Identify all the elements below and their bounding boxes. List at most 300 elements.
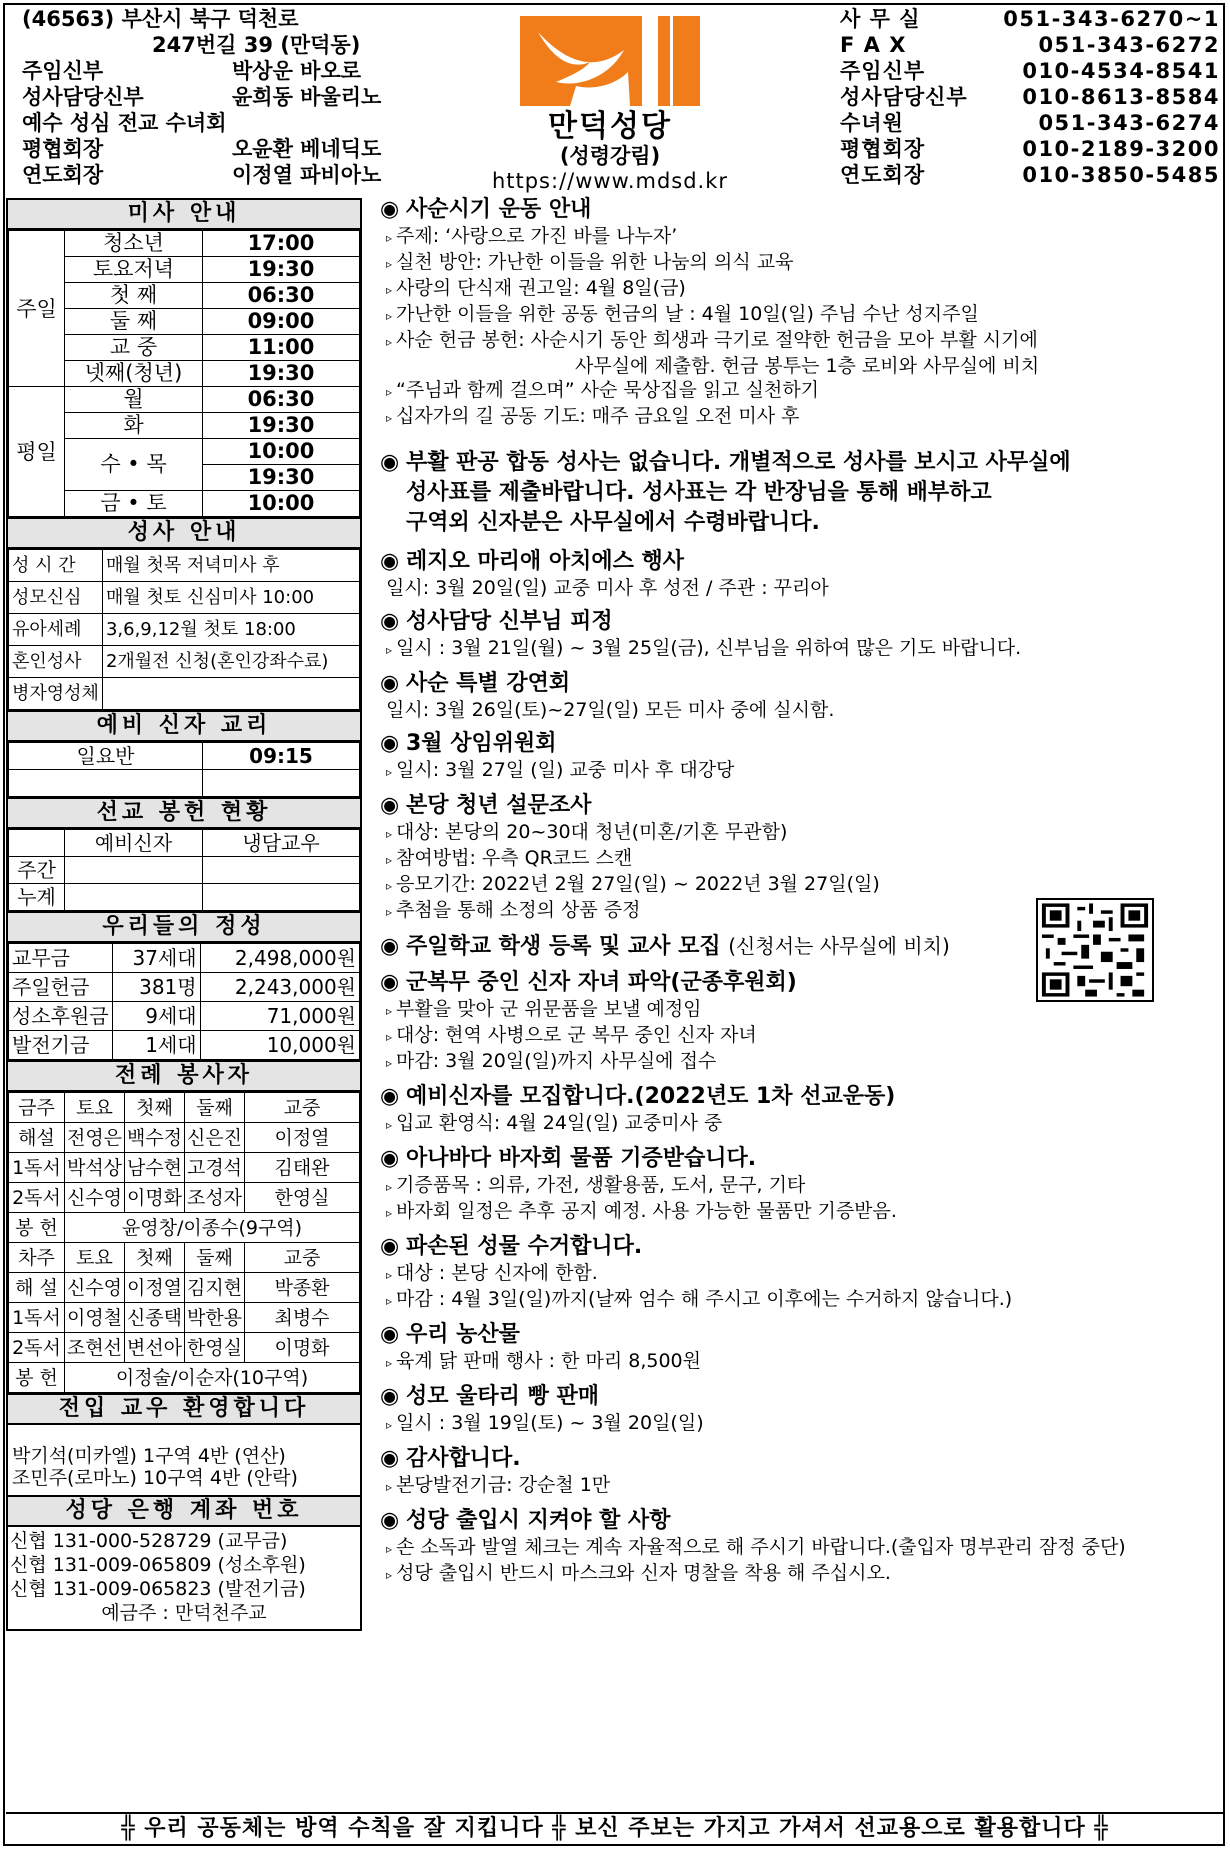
sacrament-key: 병자영성체 — [9, 678, 103, 710]
notice-title-text: 3월 상임위원회 — [406, 731, 557, 756]
servers-cell: 신수영 — [65, 1273, 125, 1303]
notice-title — [380, 548, 1220, 576]
notice-item — [380, 730, 1220, 784]
notice-line — [380, 328, 1220, 354]
header-left-row — [22, 32, 452, 58]
offertory-names: 윤영창/이종수(9구역) — [65, 1213, 360, 1243]
triangle-bullet-icon: ▹ — [386, 1294, 393, 1308]
notice-line — [380, 1199, 1220, 1225]
servers-row — [9, 1333, 360, 1363]
servers-title: 전례 봉사자 — [8, 1062, 360, 1092]
servers-cell: 이정열 — [245, 1123, 360, 1153]
parish-logo-icon — [520, 16, 700, 106]
servers-cell: 이명화 — [245, 1333, 360, 1363]
notice-line-text: 응모기간: 2022년 2월 27일(일) ~ 2022년 3월 27일(일) — [396, 873, 880, 895]
notice-big-line: 구역외 신자분은 사무실에서 수령바랍니다. — [406, 510, 820, 535]
triangle-bullet-icon: ▹ — [386, 257, 393, 271]
notice-line-text: 참여방법: 우측 QR코드 스캔 — [396, 847, 633, 869]
notice-line: 일시: 3월 20일(일) 교중 미사 후 성전 / 주관 : 꾸리아 — [386, 577, 829, 599]
notice-line — [380, 404, 1220, 430]
header-left-row — [22, 6, 452, 32]
contact-phone: 010-4534-8541 — [1022, 59, 1220, 83]
servers-head-cell: 둘째 — [185, 1243, 245, 1273]
sacrament-section — [6, 517, 362, 710]
mass-table — [8, 230, 360, 517]
servers-cell: 신수영 — [65, 1183, 125, 1213]
offertory-names: 이정술/이순자(10구역) — [65, 1363, 360, 1393]
notice-line — [380, 636, 1220, 662]
notice-line-text: 육계 닭 판매 행사 : 한 마리 8,500원 — [396, 1350, 701, 1372]
bullet-icon: ◉ — [380, 1084, 400, 1109]
contact-label: 성사담당신부 — [840, 85, 968, 109]
servers-cell: 이영철 — [65, 1303, 125, 1333]
mass-time: 19:30 — [203, 361, 360, 387]
servers-row — [9, 1153, 360, 1183]
mass-time: 17:00 — [203, 231, 360, 257]
notices-column — [380, 196, 1220, 1595]
servers-row — [9, 1273, 360, 1303]
notice-line-text: 가난한 이들을 위한 공동 헌금의 날 : 4월 10일(일) 주님 수난 성지주일 — [396, 303, 979, 325]
servers-head-cell: 차주 — [9, 1243, 65, 1273]
triangle-bullet-icon: ▹ — [386, 411, 393, 425]
notice-line-text: 기증품목 : 의류, 가전, 생활용품, 도서, 문구, 기타 — [396, 1174, 806, 1196]
triangle-bullet-icon: ▹ — [386, 879, 393, 893]
notice-line-text: 부활을 맞아 군 위문품을 보낼 예정임 — [396, 998, 702, 1020]
parish-name: 만덕성당 — [548, 109, 672, 144]
mass-name: 수 • 목 — [65, 439, 203, 491]
notice-title-text: 아나바다 바자회 물품 기증받습니다. — [406, 1146, 757, 1171]
bank-holder: 예금주 : 만덕천주교 — [101, 1602, 267, 1624]
offering-count: 37세대 — [112, 944, 200, 973]
header-contact-row — [840, 6, 1230, 32]
sacrament-row — [9, 582, 360, 614]
sacrament-row — [9, 678, 360, 710]
notice-title — [380, 1145, 1220, 1173]
header-left-key: 평협회장 — [22, 137, 104, 161]
servers-cell: 박한용 — [185, 1303, 245, 1333]
offering-count: 381명 — [112, 973, 200, 1002]
notice-line-text: 마감 : 4월 3일(일)까지(날짜 엄수 해 주시고 이후에는 수거하지 않습니다.) — [396, 1288, 1013, 1310]
catechumen-table — [8, 742, 360, 797]
notice-title-text: 성모 울타리 빵 판매 — [406, 1384, 599, 1409]
triangle-bullet-icon: ▹ — [386, 1206, 393, 1220]
sacrament-value: 매월 첫목 저녁미사 후 — [102, 550, 359, 582]
offering-amount: 2,498,000원 — [200, 944, 359, 973]
header-right-contacts — [840, 6, 1230, 188]
offering-section — [6, 911, 362, 1060]
servers-cell: 2독서 — [9, 1333, 65, 1363]
servers-cell: 신은진 — [185, 1123, 245, 1153]
servers-head-cell: 첫째 — [125, 1093, 185, 1123]
servers-cell: 한영실 — [185, 1333, 245, 1363]
survey-qr-code[interactable] — [1036, 898, 1154, 1002]
notice-line-text: 대상: 본당의 20~30대 청년(미혼/기혼 무관함) — [396, 821, 788, 843]
servers-offertory-row — [9, 1363, 360, 1393]
offering-amount: 10,000원 — [200, 1031, 359, 1060]
contact-label: 연도회장 — [840, 163, 926, 187]
sacrament-value: 매월 첫토 신심미사 10:00 — [102, 582, 359, 614]
mass-time: 19:30 — [203, 465, 360, 491]
servers-cell: 남수현 — [125, 1153, 185, 1183]
notice-title — [380, 1083, 1220, 1111]
offering-count: 1세대 — [112, 1031, 200, 1060]
servers-cell: 1독서 — [9, 1303, 65, 1333]
notice-line-text: 대상 : 본당 신자에 한함. — [396, 1262, 598, 1284]
notice-big-text: 부활 판공 합동 성사는 없습니다. 개별적으로 성사를 보시고 사무실에 — [406, 450, 1071, 475]
triangle-bullet-icon: ▹ — [386, 309, 393, 323]
servers-head-cell: 교중 — [245, 1243, 360, 1273]
notice-title-text: 성사담당 신부님 피정 — [406, 609, 613, 634]
offering-table — [8, 943, 360, 1060]
contact-phone: 010-8613-8584 — [1022, 85, 1220, 109]
notice-line — [380, 1411, 1220, 1437]
servers-head-cell: 금주 — [9, 1093, 65, 1123]
bullet-icon: ◉ — [380, 450, 400, 475]
header-left-info — [22, 6, 452, 188]
parish-subtitle: (성령강림) — [559, 144, 661, 168]
notice-line — [380, 1023, 1220, 1049]
notice-line — [380, 1287, 1220, 1313]
notice-title-text: 우리 농산물 — [406, 1322, 520, 1347]
sacrament-key: 혼인성사 — [9, 646, 103, 678]
header-contact-row — [840, 58, 1230, 84]
mission-row-week: 주간 — [9, 857, 65, 884]
sacrament-title: 성사 안내 — [8, 519, 360, 549]
notice-title — [380, 1383, 1220, 1411]
header-left-row — [22, 110, 452, 136]
bullet-icon: ◉ — [380, 1322, 400, 1347]
servers-cell: 전영은 — [65, 1123, 125, 1153]
notice-title-text: 레지오 마리애 아치에스 행사 — [406, 549, 685, 574]
notice-line — [380, 872, 1220, 898]
offering-title: 우리들의 정성 — [8, 913, 360, 943]
servers-head-cell: 토요 — [65, 1243, 125, 1273]
mission-section — [6, 797, 362, 911]
sacrament-row — [9, 614, 360, 646]
servers-cell: 해 설 — [9, 1273, 65, 1303]
notice-title-text: 군복무 중인 신자 자녀 파악(군종후원회) — [406, 970, 797, 995]
notice-title — [380, 1445, 1220, 1473]
header-left-key: 연도회장 — [22, 163, 104, 187]
mass-name: 둘 째 — [65, 309, 203, 335]
notice-line — [380, 1111, 1220, 1137]
header-contact-row — [840, 84, 1230, 110]
header-left-value: 박상운 바오로 — [232, 59, 362, 83]
header-contact-row — [840, 32, 1230, 58]
triangle-bullet-icon: ▹ — [386, 385, 393, 399]
welcome-section — [6, 1393, 362, 1495]
bullet-icon: ◉ — [380, 1146, 400, 1171]
triangle-bullet-icon: ▹ — [386, 905, 393, 919]
sacrament-table — [8, 549, 360, 710]
servers-cell: 해설 — [9, 1123, 65, 1153]
servers-cell: 1독서 — [9, 1153, 65, 1183]
triangle-bullet-icon: ▹ — [386, 1356, 393, 1370]
servers-head-cell: 둘째 — [185, 1093, 245, 1123]
servers-row — [9, 1123, 360, 1153]
servers-head-row — [9, 1093, 360, 1123]
notice-line-text: “주님과 함께 걸으며” 사순 묵상집을 읽고 실천하기 — [396, 379, 820, 401]
notice-title — [380, 730, 1220, 758]
notice-title — [380, 670, 1220, 698]
mass-name: 금 • 토 — [65, 491, 203, 517]
notice-big-line: 성사표를 제출바랍니다. 성사표는 각 반장님을 통해 배부하고 — [406, 480, 992, 505]
notice-item — [380, 548, 1220, 600]
notice-line — [380, 1049, 1220, 1075]
notice-big-line — [380, 448, 1220, 478]
notice-item — [380, 1445, 1220, 1499]
sacrament-row — [9, 550, 360, 582]
header-left-row — [22, 136, 452, 162]
servers-offertory-row — [9, 1213, 360, 1243]
notice-line — [380, 378, 1220, 404]
servers-cell: 박석상 — [65, 1153, 125, 1183]
catechumen-time: 09:15 — [203, 743, 360, 770]
header-left-key: 주임신부 — [22, 59, 104, 83]
notice-title — [380, 196, 1220, 224]
notice-line — [380, 1261, 1220, 1287]
notice-item — [380, 1083, 1220, 1137]
header-left-key: 성사담당신부 — [22, 85, 144, 109]
notice-line — [380, 1173, 1220, 1199]
bullet-icon: ◉ — [380, 970, 400, 995]
offering-row — [9, 1002, 360, 1031]
bullet-icon: ◉ — [380, 1446, 400, 1471]
notice-title-text: 파손된 성물 수거합니다. — [406, 1234, 643, 1259]
notice-line-text: 성당 출입시 반드시 마스크와 신자 명찰을 착용 해 주십시오. — [396, 1562, 891, 1584]
notice-item — [380, 448, 1220, 538]
bullet-icon: ◉ — [380, 1384, 400, 1409]
header-left-value: 247번길 39 (만덕동) — [152, 33, 361, 57]
header-left-key: 예수 성심 전교 수녀회 — [22, 111, 227, 135]
bullet-icon: ◉ — [380, 934, 400, 959]
notice-item — [380, 196, 1220, 430]
offering-key: 주일헌금 — [9, 973, 113, 1002]
offering-row — [9, 973, 360, 1002]
contact-phone: 051-343-6270~1 — [1003, 7, 1220, 31]
bank-line-1: 신협 131-000-528729 (교무금) — [10, 1530, 288, 1552]
notice-title — [380, 1321, 1220, 1349]
header-left-value: 윤희동 바울리노 — [232, 85, 382, 109]
servers-head-row — [9, 1243, 360, 1273]
catechumen-section — [6, 710, 362, 797]
sacrament-value — [102, 678, 359, 710]
sacrament-key: 성 시 간 — [9, 550, 103, 582]
mission-col-catechumen: 예비신자 — [65, 830, 203, 857]
mass-time: 06:30 — [203, 283, 360, 309]
notice-title-text: 성당 출입시 지켜야 할 사항 — [406, 1508, 671, 1533]
notice-line — [380, 758, 1220, 784]
mass-name: 화 — [65, 413, 203, 439]
triangle-bullet-icon: ▹ — [386, 1056, 393, 1070]
contact-phone: 010-3850-5485 — [1022, 163, 1220, 187]
notice-title — [380, 608, 1220, 636]
notice-line — [380, 820, 1220, 846]
mass-name: 넷째(청년) — [65, 361, 203, 387]
footer-banner: ╬ 우리 공동체는 방역 수칙을 잘 지킵니다 ╬ 보신 주보는 가지고 가셔서 선교용으로 활용합니다 ╬ — [6, 1812, 1224, 1844]
sacrament-value: 3,6,9,12월 첫토 18:00 — [102, 614, 359, 646]
bank-line-2: 신협 131-009-065809 (성소후원) — [10, 1554, 306, 1576]
servers-cell: 김지현 — [185, 1273, 245, 1303]
triangle-bullet-icon: ▹ — [386, 1268, 393, 1282]
notice-line: 일시: 3월 26일(토)~27일(일) 모든 미사 중에 실시함. — [386, 699, 835, 721]
bullet-icon: ◉ — [380, 197, 400, 222]
bullet-icon: ◉ — [380, 731, 400, 756]
mission-col-lapsed: 냉담교우 — [203, 830, 360, 857]
welcome-line-2: 조민주(로마노) 10구역 4반 (안락) — [12, 1467, 298, 1489]
servers-section — [6, 1060, 362, 1393]
mass-guide-title: 미사 안내 — [8, 200, 360, 230]
mass-time: 11:00 — [203, 335, 360, 361]
notice-line-text: 일시 : 3월 21일(월) ~ 3월 25일(금), 신부님을 위하여 많은 기도 바랍니다. — [396, 637, 1022, 659]
notice-line-text: 일시 : 3월 19일(토) ~ 3월 20일(일) — [396, 1412, 704, 1434]
triangle-bullet-icon: ▹ — [386, 1180, 393, 1194]
offering-amount: 71,000원 — [200, 1002, 359, 1031]
contact-label: 평협회장 — [840, 137, 926, 161]
offering-row — [9, 1031, 360, 1060]
servers-cell: 조현선 — [65, 1333, 125, 1363]
header-contact-row — [840, 110, 1230, 136]
catechumen-title: 예비 신자 교리 — [8, 712, 360, 742]
notice-title-text: 사순 특별 강연회 — [406, 671, 571, 696]
parish-url-link[interactable]: https://www.mdsd.kr — [491, 169, 729, 193]
servers-cell: 이정열 — [125, 1273, 185, 1303]
notice-item — [380, 1233, 1220, 1313]
contact-phone: 051-343-6274 — [1038, 111, 1220, 135]
servers-cell: 백수정 — [125, 1123, 185, 1153]
sacrament-row — [9, 646, 360, 678]
triangle-bullet-icon: ▹ — [386, 1118, 393, 1132]
notice-item — [380, 1321, 1220, 1375]
servers-cell: 최병수 — [245, 1303, 360, 1333]
contact-label: 수녀원 — [840, 111, 904, 135]
catechumen-day: 일요반 — [9, 743, 203, 770]
notice-line-text: 사랑의 단식재 권고일: 4월 8일(금) — [396, 277, 686, 299]
notice-line — [380, 224, 1220, 250]
mass-name: 월 — [65, 387, 203, 413]
servers-head-cell: 첫째 — [125, 1243, 185, 1273]
servers-cell: 한영실 — [245, 1183, 360, 1213]
servers-cell: 신종택 — [125, 1303, 185, 1333]
notice-title-text: 예비신자를 모집합니다.(2022년도 1차 선교운동) — [406, 1084, 896, 1109]
servers-cell: 조성자 — [185, 1183, 245, 1213]
servers-row — [9, 1183, 360, 1213]
notice-line — [380, 846, 1220, 872]
parish-logo-block — [480, 16, 740, 194]
bank-line-3: 신협 131-009-065823 (발전기금) — [10, 1578, 306, 1600]
triangle-bullet-icon: ▹ — [386, 853, 393, 867]
notice-line-text: 추첨을 통해 소정의 상품 증정 — [396, 899, 641, 921]
triangle-bullet-icon: ▹ — [386, 335, 393, 349]
triangle-bullet-icon: ▹ — [386, 1004, 393, 1018]
notice-item — [380, 1507, 1220, 1587]
mass-time: 06:30 — [203, 387, 360, 413]
servers-head-cell: 토요 — [65, 1093, 125, 1123]
servers-cell: 김태완 — [245, 1153, 360, 1183]
triangle-bullet-icon: ▹ — [386, 231, 393, 245]
servers-cell: 박종환 — [245, 1273, 360, 1303]
notice-line — [380, 1561, 1220, 1587]
sacrament-key: 성모신심 — [9, 582, 103, 614]
triangle-bullet-icon: ▹ — [386, 643, 393, 657]
mission-table — [8, 829, 360, 911]
mass-row-sunday — [9, 231, 360, 257]
header-left-value: 이정열 파비아노 — [232, 163, 382, 187]
contact-label: 사 무 실 — [840, 7, 921, 31]
notice-item — [380, 608, 1220, 662]
sunday-label: 주일 — [9, 231, 65, 387]
notice-title — [380, 792, 1220, 820]
notice-title-text: 감사합니다. — [406, 1446, 521, 1471]
notice-line-text: 실천 방안: 가난한 이들을 위한 나눔의 의식 교육 — [396, 251, 794, 273]
notice-line-text: 주제: ‘사랑으로 가진 바를 나누자’ — [396, 225, 678, 247]
mass-guide-section — [6, 198, 362, 517]
mass-time: 19:30 — [203, 413, 360, 439]
weekday-label: 평일 — [9, 387, 65, 517]
notice-title — [380, 1233, 1220, 1261]
offering-amount: 2,243,000원 — [200, 973, 359, 1002]
contact-phone: 010-2189-3200 — [1022, 137, 1220, 161]
notice-line-text: 일시: 3월 27일 (일) 교중 미사 후 대강당 — [396, 759, 735, 781]
notice-item — [380, 1383, 1220, 1437]
triangle-bullet-icon: ▹ — [386, 1418, 393, 1432]
bullet-icon: ◉ — [380, 549, 400, 574]
notice-line-continued: 사무실에 제출함. 헌금 봉투는 1층 로비와 사무실에 비치 — [575, 355, 1040, 377]
header-left-key — [22, 32, 152, 58]
mass-row-weekday — [9, 387, 360, 413]
bullet-icon: ◉ — [380, 1234, 400, 1259]
servers-row — [9, 1303, 360, 1333]
header-left-row — [22, 58, 452, 84]
mass-time: 09:00 — [203, 309, 360, 335]
servers-head-cell: 교중 — [245, 1093, 360, 1123]
notice-line-text: 대상: 현역 사병으로 군 복무 중인 신자 자녀 — [396, 1024, 757, 1046]
notice-line-text: 바자회 일정은 추후 공지 예정. 사용 가능한 물품만 기증받음. — [396, 1200, 897, 1222]
triangle-bullet-icon: ▹ — [386, 827, 393, 841]
header-contact-row — [840, 136, 1230, 162]
bullet-icon: ◉ — [380, 793, 400, 818]
bank-section — [6, 1495, 362, 1631]
servers-cell: 이명화 — [125, 1183, 185, 1213]
welcome-title: 전입 교우 환영합니다 — [8, 1395, 360, 1425]
triangle-bullet-icon: ▹ — [386, 1542, 393, 1556]
triangle-bullet-icon: ▹ — [386, 1030, 393, 1044]
contact-label: F A X — [840, 33, 907, 57]
notice-item — [380, 670, 1220, 722]
triangle-bullet-icon: ▹ — [386, 1568, 393, 1582]
servers-table — [8, 1092, 360, 1393]
contact-label: 주임신부 — [840, 59, 926, 83]
bullet-icon: ◉ — [380, 1508, 400, 1533]
notice-line — [380, 1349, 1220, 1375]
notice-title-text: 사순시기 운동 안내 — [406, 197, 592, 222]
triangle-bullet-icon: ▹ — [386, 283, 393, 297]
triangle-bullet-icon: ▹ — [386, 1480, 393, 1494]
sacrament-value: 2개월전 신청(혼인강좌수료) — [102, 646, 359, 678]
bullet-icon: ◉ — [380, 609, 400, 634]
notice-line-text: 입교 환영식: 4월 24일(일) 교중미사 중 — [396, 1112, 723, 1134]
left-column — [6, 198, 362, 1631]
offertory-label: 봉 헌 — [9, 1363, 65, 1393]
notice-line-text: 본당발전기금: 강순철 1만 — [396, 1474, 611, 1496]
notice-title — [380, 1507, 1220, 1535]
header — [10, 6, 1222, 193]
notice-line — [380, 276, 1220, 302]
notice-line — [380, 302, 1220, 328]
qr-code-icon — [1038, 900, 1152, 1000]
mass-time: 19:30 — [203, 257, 360, 283]
offertory-label: 봉 헌 — [9, 1213, 65, 1243]
